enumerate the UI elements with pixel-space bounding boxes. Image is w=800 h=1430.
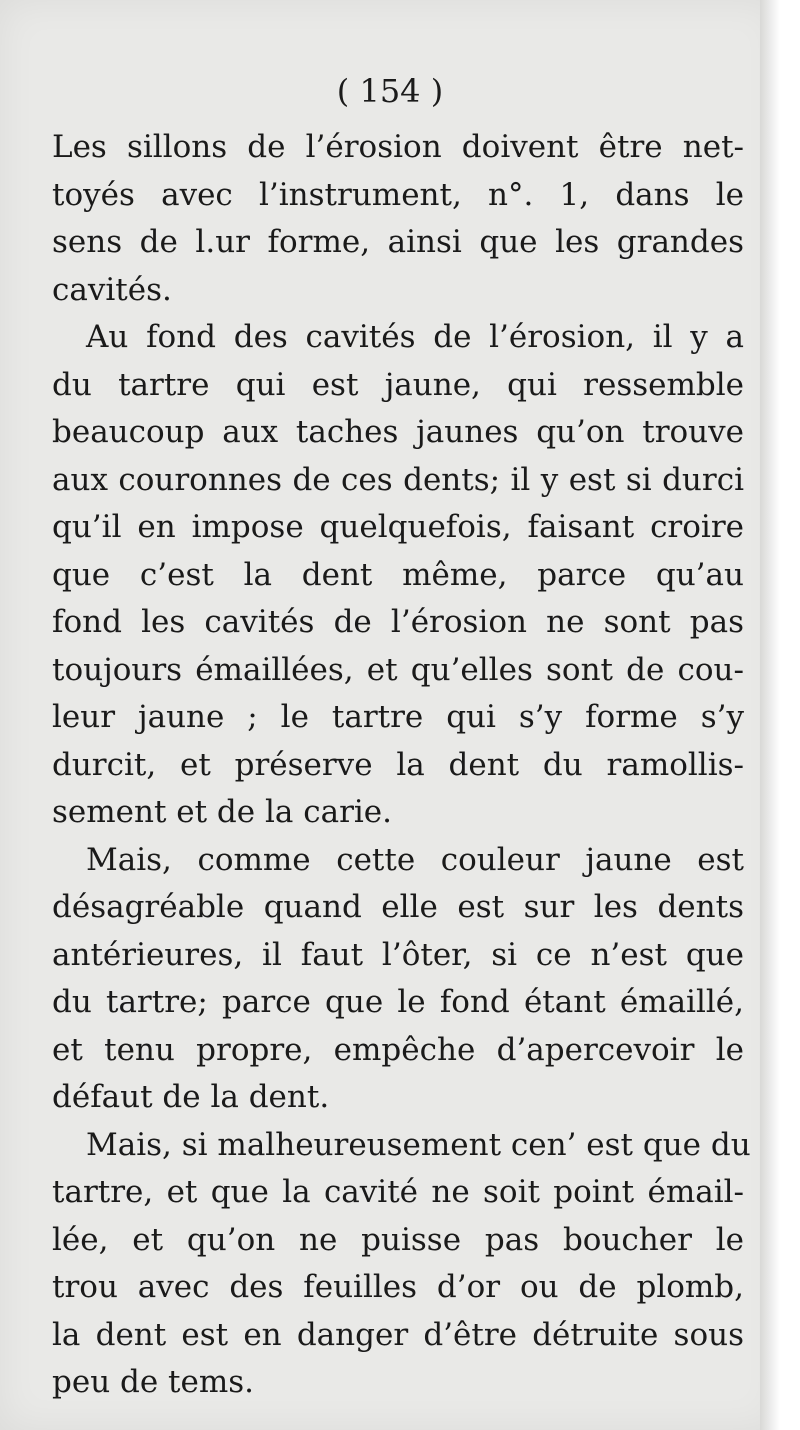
text-line: défaut de la dent.: [52, 1079, 330, 1115]
page-edge: [760, 0, 780, 1430]
paragraph: [52, 314, 744, 837]
text-line: que c’est la dent même, parce qu’au: [52, 556, 744, 593]
text-line: toujours émaillées, et qu’elles sont de cou-: [52, 651, 744, 688]
text-line: tartre, et que la cavité ne soit point émail-: [52, 1174, 744, 1210]
paragraph: [52, 124, 744, 314]
body-text: [52, 124, 751, 1407]
text-line: durcit, et préserve la dent du ramollis-: [52, 746, 744, 783]
text-line: cavités.: [52, 271, 172, 308]
text-line: aux couronnes de ces dents; il y est si durci: [52, 461, 744, 498]
text-line: qu’il en impose quelquefois, faisant croire: [52, 509, 744, 545]
text-line: sement et de la carie.: [52, 794, 393, 830]
text-line: du tartre qui est jaune, qui ressemble: [52, 366, 744, 403]
text-line: Mais, comme cette couleur jaune est: [86, 841, 744, 878]
text-line: du tartre; parce que le fond étant émaillé,: [52, 984, 744, 1020]
text-line: sens de l.ur forme, ainsi que les grandes: [52, 224, 744, 260]
text-line: la dent est en danger d’être détruite sous: [52, 1316, 744, 1353]
text-line: antérieures, il faut l’ôter, si ce n’est que: [52, 936, 744, 973]
text-line: trou avec des feuilles d’or ou de plomb,: [52, 1269, 744, 1305]
text-line: Au fond des cavités de l’érosion, il y a: [86, 319, 744, 355]
text-line: Les sillons de l’érosion doivent être net-: [52, 129, 744, 165]
text-line: et tenu propre, empêche d’apercevoir le: [52, 1031, 744, 1068]
text-line: désagréable quand elle est sur les dents: [52, 889, 744, 925]
paragraph: [52, 837, 744, 1122]
text-line: beaucoup aux taches jaunes qu’on trouve: [52, 414, 744, 450]
text-line: peu de tems.: [52, 1364, 255, 1400]
page-number: ( 154 ): [336, 72, 444, 110]
paragraph: [52, 1122, 751, 1407]
text-line: leur jaune ; le tartre qui s’y forme s’y: [52, 699, 744, 735]
text-line: fond les cavités de l’érosion ne sont pas: [52, 604, 744, 640]
text-line: toyés avec l’instrument, n°. 1, dans le: [52, 176, 744, 213]
text-line: Mais, si malheureusement cen’ est que du: [86, 1126, 751, 1163]
text-line: lée, et qu’on ne puisse pas boucher le: [52, 1221, 744, 1258]
